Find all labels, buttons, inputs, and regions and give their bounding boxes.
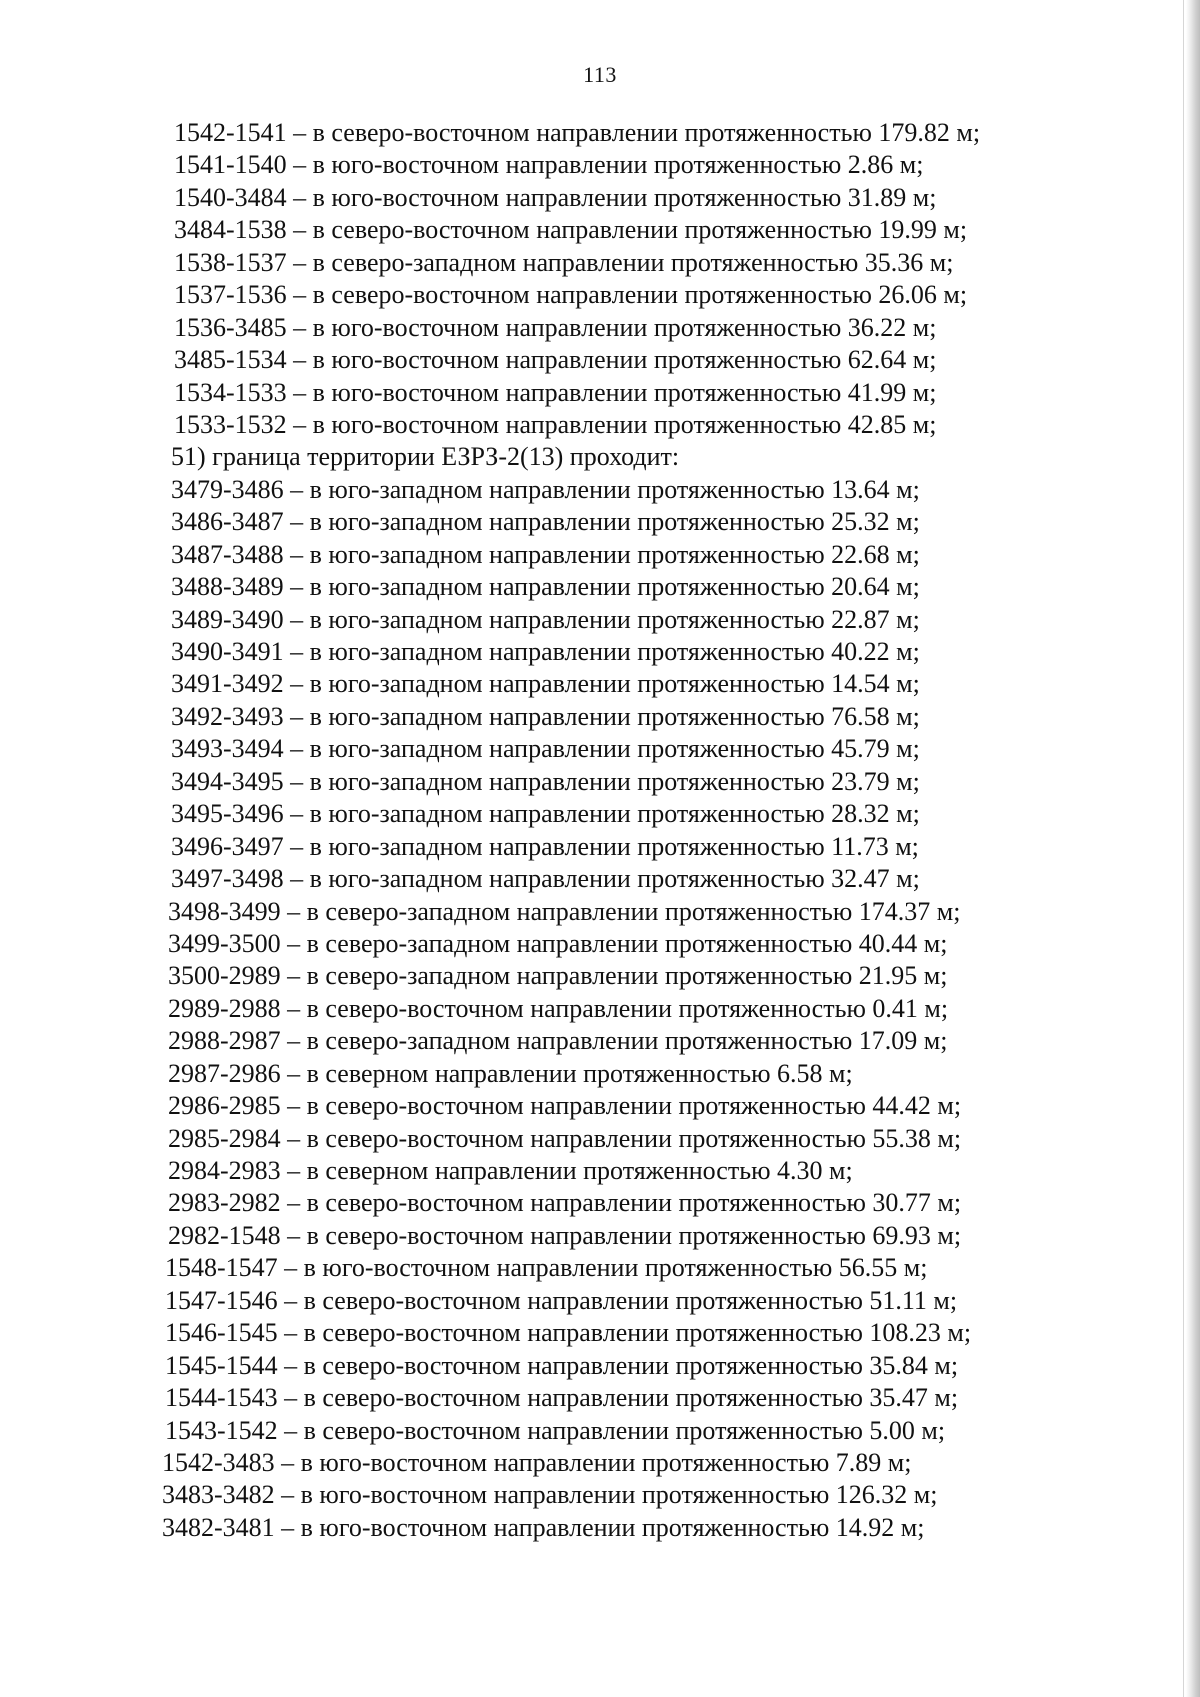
text-line: 3492-3493 – в юго-западном направлении протяженностью 76.58 м; <box>171 701 920 731</box>
text-line: 3488-3489 – в юго-западном направлении протяженностью 20.64 м; <box>171 572 920 602</box>
text-line: 1536-3485 – в юго-восточном направлении протяженностью 36.22 м; <box>174 312 937 342</box>
text-line: 1548-1547 – в юго-восточном направлении протяженностью 56.55 м; <box>165 1253 928 1283</box>
text-line: 3499-3500 – в северо-западном направлении протяженностью 40.44 м; <box>168 928 948 958</box>
text-line: 3486-3487 – в юго-западном направлении протяженностью 25.32 м; <box>171 507 920 537</box>
text-line: 2988-2987 – в северо-западном направлении протяженностью 17.09 м; <box>168 1026 948 1056</box>
text-line: 3494-3495 – в юго-западном направлении протяженностью 23.79 м; <box>171 766 920 796</box>
text-line: 3487-3488 – в юго-западном направлении протяженностью 22.68 м; <box>171 539 920 569</box>
text-line: 1547-1546 – в северо-восточном направлении протяженностью 51.11 м; <box>165 1285 958 1315</box>
text-line: 1545-1544 – в северо-восточном направлении протяженностью 35.84 м; <box>165 1350 959 1380</box>
section-heading: 51) граница территории ЕЗРЗ-2(13) проходит: <box>171 442 680 472</box>
text-line: 3498-3499 – в северо-западном направлении протяженностью 174.37 м; <box>168 896 961 926</box>
text-line: 3479-3486 – в юго-западном направлении протяженностью 13.64 м; <box>171 474 920 504</box>
text-line: 1546-1545 – в северо-восточном направлении протяженностью 108.23 м; <box>165 1318 972 1348</box>
text-line: 2983-2982 – в северо-восточном направлении протяженностью 30.77 м; <box>168 1188 962 1218</box>
text-line: 1543-1542 – в северо-восточном направлении протяженностью 5.00 м; <box>165 1415 946 1445</box>
scan-edge-shadow <box>1186 0 1200 1697</box>
text-line: 1540-3484 – в юго-восточном направлении протяженностью 31.89 м; <box>174 182 937 212</box>
text-line: 2985-2984 – в северо-восточном направлении протяженностью 55.38 м; <box>168 1123 962 1153</box>
scan-edge-line <box>1183 0 1184 1697</box>
text-line: 3500-2989 – в северо-западном направлении протяженностью 21.95 м; <box>168 961 948 991</box>
text-line: 3489-3490 – в юго-западном направлении протяженностью 22.87 м; <box>171 604 920 634</box>
text-line: 3491-3492 – в юго-западном направлении протяженностью 14.54 м; <box>171 669 920 699</box>
text-line: 2989-2988 – в северо-восточном направлении протяженностью 0.41 м; <box>168 993 949 1023</box>
page-number: 113 <box>583 62 617 87</box>
text-line: 3495-3496 – в юго-западном направлении протяженностью 28.32 м; <box>171 799 920 829</box>
text-line: 2982-1548 – в северо-восточном направлении протяженностью 69.93 м; <box>168 1220 962 1250</box>
text-line: 3496-3497 – в юго-западном направлении протяженностью 11.73 м; <box>171 831 919 861</box>
text-line: 1534-1533 – в юго-восточном направлении протяженностью 41.99 м; <box>174 377 937 407</box>
text-line: 3490-3491 – в юго-западном направлении протяженностью 40.22 м; <box>171 637 920 666</box>
text-line: 3484-1538 – в северо-восточном направлении протяженностью 19.99 м; <box>174 215 968 245</box>
text-line: 2987-2986 – в северном направлении протяженностью 6.58 м; <box>168 1058 853 1088</box>
text-line: 3485-1534 – в юго-восточном направлении протяженностью 62.64 м; <box>174 345 937 375</box>
text-line: 1533-1532 – в юго-восточном направлении протяженностью 42.85 м; <box>174 409 937 439</box>
text-line: 1544-1543 – в северо-восточном направлении протяженностью 35.47 м; <box>165 1383 959 1413</box>
text-line: 2986-2985 – в северо-восточном направлении протяженностью 44.42 м; <box>168 1091 962 1121</box>
text-line: 2984-2983 – в северном направлении протяженностью 4.30 м; <box>168 1156 853 1185</box>
text-line: 3483-3482 – в юго-восточном направлении протяженностью 126.32 м; <box>162 1480 938 1510</box>
text-line: 1542-3483 – в юго-восточном направлении протяженностью 7.89 м; <box>162 1447 912 1477</box>
text-line: 1538-1537 – в северо-западном направлении протяженностью 35.36 м; <box>174 247 954 277</box>
text-line: 1541-1540 – в юго-восточном направлении протяженностью 2.86 м; <box>174 150 924 180</box>
boundary-description-list <box>162 117 1114 1544</box>
text-line: 1537-1536 – в северо-восточном направлении протяженностью 26.06 м; <box>174 280 968 310</box>
text-line: 3497-3498 – в юго-западном направлении протяженностью 32.47 м; <box>171 864 920 894</box>
text-line: 3482-3481 – в юго-восточном направлении протяженностью 14.92 м; <box>162 1512 925 1542</box>
text-line: 1542-1541 – в северо-восточном направлении протяженностью 179.82 м; <box>174 118 981 147</box>
text-line: 3493-3494 – в юго-западном направлении протяженностью 45.79 м; <box>171 734 920 764</box>
